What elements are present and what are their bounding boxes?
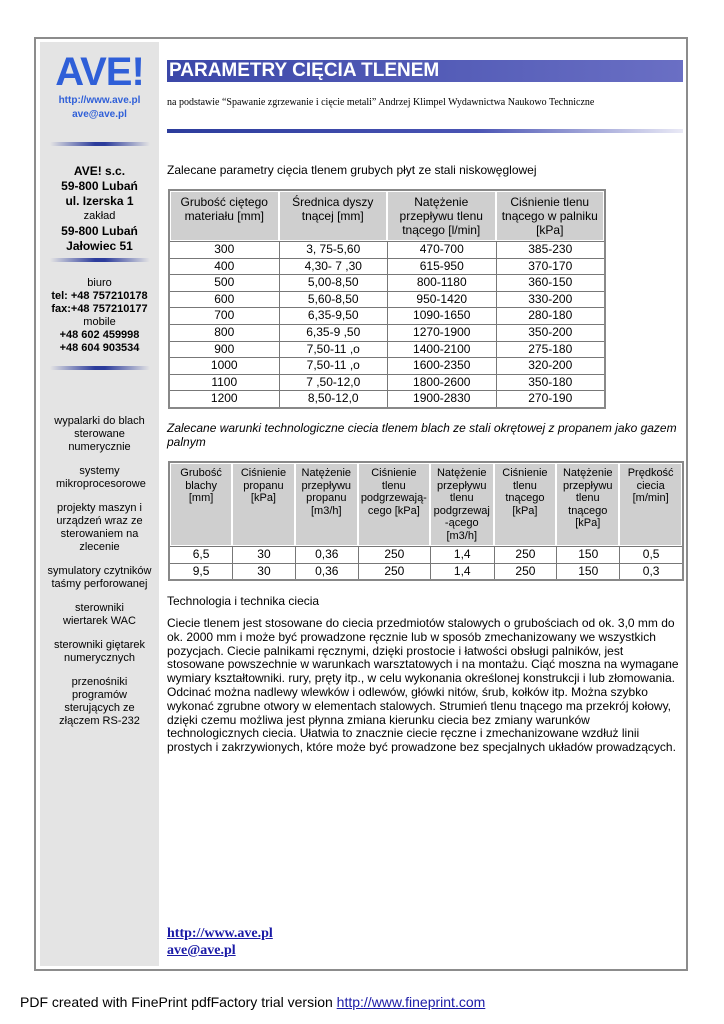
table-cell: 250 [494, 546, 557, 563]
table-row [170, 274, 604, 291]
table-cell: 370-170 [496, 258, 605, 275]
table-cell: 1600-2350 [387, 357, 496, 374]
address-line: ul. Izerska 1 [65, 194, 134, 208]
table-header: Natężenie przepływu tlenu podgrzewaj -ącego [m3/h] [430, 463, 494, 546]
table-cell: 30 [232, 563, 295, 580]
table-cell: 6,35-9,50 [279, 307, 388, 324]
contact-mobile: +48 604 903534 [59, 342, 140, 354]
service-item: symulatory czytników taśmy perforowanej [47, 565, 152, 590]
table-cell: 330-200 [496, 291, 605, 308]
table-cell: 0,5 [619, 546, 682, 563]
table-header: Ciśnienie propanu [kPa] [232, 463, 295, 546]
table-cell: 150 [556, 546, 619, 563]
table-cell: 7,50-11 ,o [279, 357, 388, 374]
table-cell: 600 [170, 291, 279, 308]
table-row [170, 374, 604, 391]
table-header: Ciśnienie tlenu tnącego w palniku [kPa] [496, 191, 605, 241]
tech-section-body: Ciecie tlenem jest stosowane do ciecia przedmiotów stalowych o grubościach od ok. 3,0 mm do ok. 2000 mm i może być prowadzone ręcznie lub w sposób zmechanizowany we wszystkich pozycjach. Ciecie palnikami ręcznymi, dzięki prostocie i łatwości obsługi palników, jest stosowane powszechnie w warunkach warsztatowych i na montażu. Ciąć moszna na wymagane wymiary kształtowniki. rury, pręty itp., w celu wykonania określonej konstrukcji i lub złomowania. Odcinać można nadlewy wlewków i odlewów, główki nitów, śrub, kołków itp. Można szybko wykonać zgrubne otwory w elementach stalowych. Strumień tlenu tnącego ma przekrój kołowy, dzięki czemu możliwa jest płynna zmiana kierunku ciecia bez zmiany warunków technologicznych ciecia. Ułatwia to znacznie ciecie ręczne i zmechanizowane wzdłuż linii prostych i zakrzywionych, które może być prowadzone bez specjalnych układów prowadzących. [167, 616, 679, 755]
table-cell: 5,60-8,50 [279, 291, 388, 308]
table-header: Grubość blachy [mm] [170, 463, 232, 546]
table-cell: 350-200 [496, 324, 605, 341]
footer-url-link[interactable]: http://www.ave.pl [167, 926, 273, 941]
table-cell: 320-200 [496, 357, 605, 374]
address-line: 59-800 Lubań [61, 224, 138, 238]
table-cell: 800 [170, 324, 279, 341]
footer-email-link[interactable]: ave@ave.pl [167, 943, 236, 958]
table-header: Natężenie przepływu tlenu tnącego [l/min] [387, 191, 496, 241]
table-header: Natężenie przepływu tlenu tnącego [kPa] [556, 463, 619, 546]
address-line: 59-800 Lubań [61, 179, 138, 193]
tech-section-title: Technologia i technika ciecia [167, 594, 320, 608]
table-row [170, 390, 604, 407]
table-row [170, 324, 604, 341]
table-header: Prędkość ciecia [m/min] [619, 463, 682, 546]
table-cell: 6,35-9 ,50 [279, 324, 388, 341]
sidebar-divider [50, 258, 150, 262]
table-cell: 470-700 [387, 241, 496, 258]
table-row [170, 307, 604, 324]
table-header: Grubość ciętego materiału [mm] [170, 191, 279, 241]
table-header: Natężenie przepływu propanu [m3/h] [295, 463, 358, 546]
table-cell: 900 [170, 341, 279, 358]
table-cell: 700 [170, 307, 279, 324]
table-cell: 800-1180 [387, 274, 496, 291]
service-item: wypalarki do blach sterowane numerycznie [54, 415, 145, 453]
table-cell: 1090-1650 [387, 307, 496, 324]
logo-email[interactable]: ave@ave.pl [72, 109, 127, 120]
table-row [170, 341, 604, 358]
table-row [170, 241, 604, 258]
address-line: AVE! s.c. [73, 164, 126, 178]
service-item: systemy mikroprocesorowe [56, 465, 146, 490]
table-cell: 400 [170, 258, 279, 275]
oxy-cutting-table [168, 189, 606, 409]
table-header-row [170, 191, 604, 241]
table-cell: 280-180 [496, 307, 605, 324]
table-cell: 1,4 [430, 546, 494, 563]
table-cell: 7 ,50-12,0 [279, 374, 388, 391]
table-cell: 30 [232, 546, 295, 563]
table-cell: 8,50-12,0 [279, 390, 388, 407]
table-cell: 0,36 [295, 546, 358, 563]
table-row [170, 258, 604, 275]
contact-line: mobile [83, 316, 116, 328]
page-subtitle: na podstawie “Spawanie zgrzewanie i cięcie metali” Andrzej Klimpel Wydawnictwa Naukowo Techniczne [167, 97, 595, 108]
table-cell: 1100 [170, 374, 279, 391]
table-cell: 6,5 [170, 546, 232, 563]
table-cell: 350-180 [496, 374, 605, 391]
contact-mobile: +48 602 459998 [59, 329, 140, 341]
table-cell: 1900-2830 [387, 390, 496, 407]
table-cell: 4,30- 7 ,30 [279, 258, 388, 275]
table-header: Średnica dyszy tnącej [mm] [279, 191, 388, 241]
table-cell: 275-180 [496, 341, 605, 358]
table-cell: 3, 75-5,60 [279, 241, 388, 258]
table-cell: 9,5 [170, 563, 232, 580]
service-item: sterowniki wiertarek WAC [63, 602, 136, 627]
table-cell: 5,00-8,50 [279, 274, 388, 291]
table-cell: 1800-2600 [387, 374, 496, 391]
table-cell: 250 [494, 563, 557, 580]
table-cell: 250 [358, 546, 430, 563]
table-cell: 360-150 [496, 274, 605, 291]
fineprint-link[interactable]: http://www.fineprint.com [336, 994, 486, 1010]
table-row [170, 357, 604, 374]
sidebar-divider [50, 366, 150, 370]
address-line: Jałowiec 51 [66, 239, 133, 253]
table-cell: 150 [556, 563, 619, 580]
service-item: przenośniki programów sterujących ze złączem RS-232 [59, 676, 140, 727]
contact-phone: tel: +48 757210178 [51, 290, 148, 302]
logo-text: AVE! [55, 50, 144, 94]
pdf-note-text: PDF created with FinePrint pdfFactory trial version [20, 994, 337, 1010]
title-underline [167, 129, 683, 133]
table-row [170, 563, 682, 580]
table-cell: 0,3 [619, 563, 682, 580]
table-cell: 0,36 [295, 563, 358, 580]
contact-fax: fax:+48 757210177 [51, 303, 148, 315]
contact-line: biuro [87, 277, 112, 289]
table-cell: 7,50-11 ,o [279, 341, 388, 358]
company-contact [40, 277, 159, 355]
table-cell: 1200 [170, 390, 279, 407]
footer-links [167, 925, 273, 959]
table-row [170, 291, 604, 308]
propane-cutting-table [168, 461, 684, 581]
table-cell: 615-950 [387, 258, 496, 275]
table-cell: 1270-1900 [387, 324, 496, 341]
table-cell: 250 [358, 563, 430, 580]
table-cell: 500 [170, 274, 279, 291]
table-row [170, 546, 682, 563]
table-cell: 1000 [170, 357, 279, 374]
services-list [40, 415, 159, 739]
pdf-creator-note [20, 994, 485, 1010]
table-header: Ciśnienie tlenu tnącego [kPa] [494, 463, 557, 546]
table2-caption: Zalecane warunki technologiczne ciecia tlenem blach ze stali okrętowej z propanem jako gazem palnym [167, 421, 677, 449]
table-cell: 1,4 [430, 563, 494, 580]
page-title: PARAMETRY CIĘCIA TLENEM [167, 60, 683, 82]
table1-caption: Zalecane parametry cięcia tlenem grubych płyt ze stali niskowęglowej [167, 163, 537, 177]
sidebar-divider [50, 142, 150, 146]
logo [47, 50, 152, 122]
service-item: projekty maszyn i urządzeń wraz ze sterowaniem na zlecenie [56, 502, 143, 553]
table-cell: 385-230 [496, 241, 605, 258]
address-line: zakład [83, 210, 116, 222]
table-cell: 950-1420 [387, 291, 496, 308]
service-item: sterowniki giętarek numerycznych [53, 639, 146, 664]
table-header: Ciśnienie tlenu podgrzewają-cego [kPa] [358, 463, 430, 546]
table-header-row [170, 463, 682, 546]
table-cell: 300 [170, 241, 279, 258]
logo-url[interactable]: http://www.ave.pl [58, 95, 141, 106]
company-address [40, 164, 159, 254]
table-cell: 1400-2100 [387, 341, 496, 358]
table-cell: 270-190 [496, 390, 605, 407]
